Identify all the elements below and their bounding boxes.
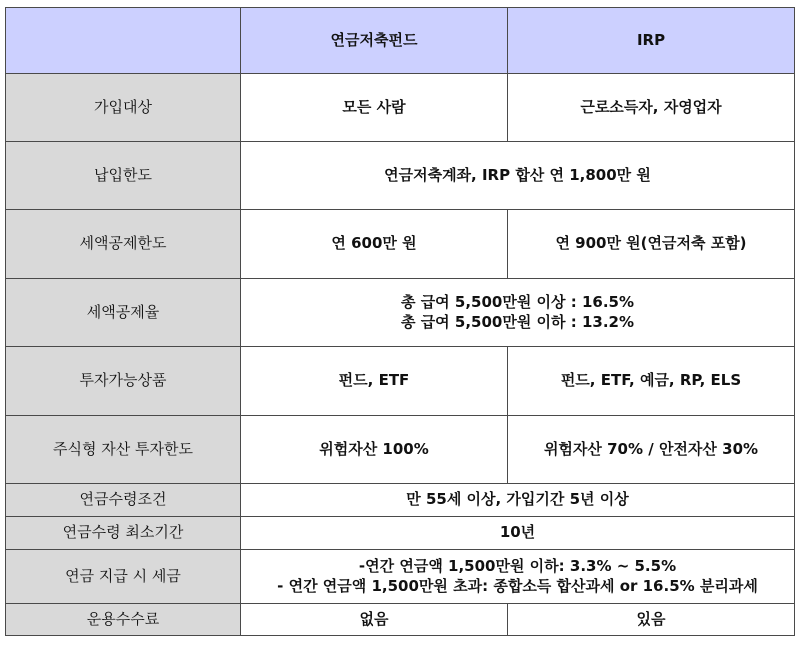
cell-irp-value: 위험자산 70% / 안전자산 30% (508, 416, 795, 484)
cell-merged-value: 만 55세 이상, 가입기간 5년 이상 (241, 484, 795, 517)
value-line: 총 급여 5,500만원 이상 : 16.5% (400, 293, 635, 311)
row-management-fee (6, 604, 795, 636)
pension-comparison-table (5, 7, 795, 636)
header-pension-savings-fund: 연금저축펀드 (241, 8, 508, 74)
cell-fund-value: 펀드, ETF (241, 347, 508, 416)
row-label: 세액공제한도 (6, 210, 241, 279)
cell-irp-value: 있음 (508, 604, 795, 636)
row-label: 연금수령조건 (6, 484, 241, 517)
row-tax-on-payout (6, 550, 795, 604)
value-line: -연간 연금액 1,500만원 이하: 3.3% ~ 5.5% (358, 557, 677, 575)
row-equity-investment-limit (6, 416, 795, 484)
row-contribution-limit (6, 142, 795, 210)
row-pension-conditions (6, 484, 795, 517)
header-row (6, 8, 795, 74)
cell-fund-value: 없음 (241, 604, 508, 636)
cell-irp-value: 펀드, ETF, 예금, RP, ELS (508, 347, 795, 416)
cell-irp-value: 연 900만 원(연금저축 포함) (508, 210, 795, 279)
row-investable-products (6, 347, 795, 416)
header-corner-cell (6, 8, 241, 74)
row-label: 주식형 자산 투자한도 (6, 416, 241, 484)
row-label: 운용수수료 (6, 604, 241, 636)
row-label: 가입대상 (6, 74, 241, 142)
header-irp: IRP (508, 8, 795, 74)
cell-fund-value: 모든 사람 (241, 74, 508, 142)
value-line: - 연간 연금액 1,500만원 초과: 종합소득 합산과세 or 16.5% 분리과세 (277, 576, 758, 595)
cell-fund-value: 위험자산 100% (241, 416, 508, 484)
cell-irp-value: 근로소득자, 자영업자 (508, 74, 795, 142)
value-line: 총 급여 5,500만원 이하 : 13.2% (400, 312, 635, 331)
row-tax-credit-limit (6, 210, 795, 279)
row-label: 연금 지급 시 세금 (6, 550, 241, 604)
cell-merged-value: 연금저축계좌, IRP 합산 연 1,800만 원 (241, 142, 795, 210)
cell-fund-value: 연 600만 원 (241, 210, 508, 279)
row-label: 납입한도 (6, 142, 241, 210)
row-label: 투자가능상품 (6, 347, 241, 416)
row-label: 세액공제율 (6, 279, 241, 347)
cell-merged-value: 10년 (241, 517, 795, 550)
cell-merged-value (241, 550, 795, 604)
row-tax-credit-rate (6, 279, 795, 347)
row-label: 연금수령 최소기간 (6, 517, 241, 550)
row-minimum-receipt-period (6, 517, 795, 550)
row-eligibility (6, 74, 795, 142)
cell-merged-value (241, 279, 795, 347)
